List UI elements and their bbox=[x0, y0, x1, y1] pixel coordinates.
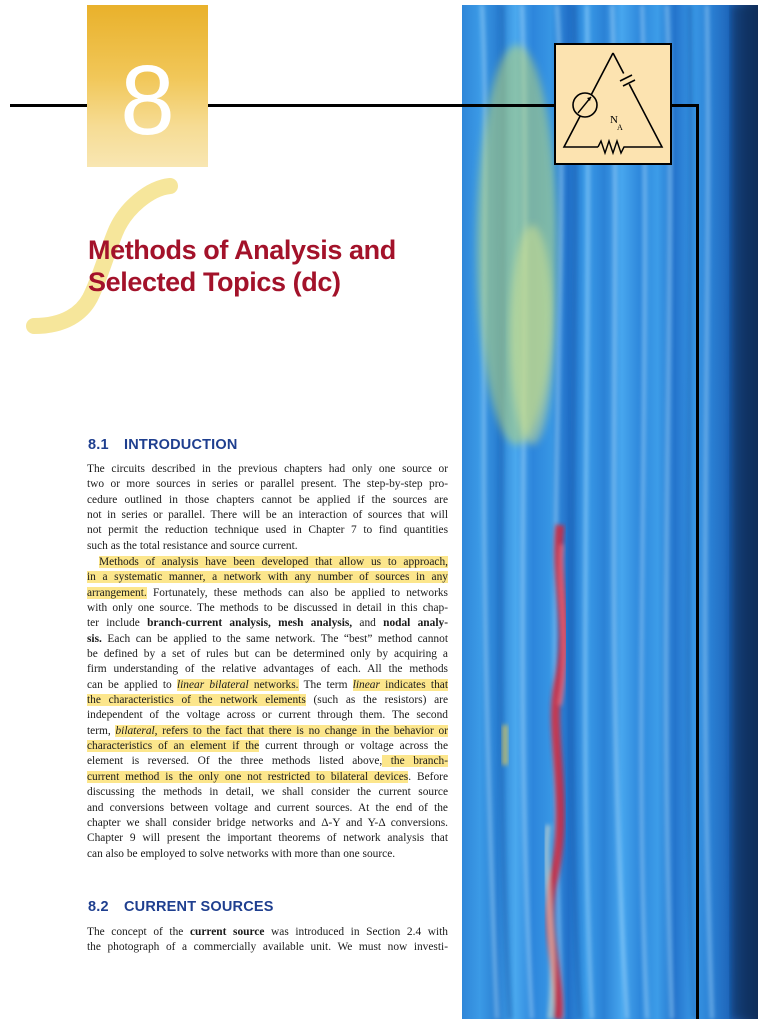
highlighted-text: arrangement. bbox=[87, 586, 147, 599]
current-sources-paragraph bbox=[87, 925, 448, 956]
intro-paragraph-2 bbox=[87, 555, 448, 862]
chapter-rule-right bbox=[208, 104, 554, 107]
highlighted-text: the branch- bbox=[382, 755, 448, 768]
intro-paragraph-1 bbox=[87, 462, 448, 554]
highlighted-text: characteristics of an element if the bbox=[87, 740, 260, 753]
network-label-subscript: A bbox=[617, 123, 623, 132]
text-line: the photograph of a commercially available unit. We must now investi- bbox=[87, 941, 448, 954]
text-line: be defined by a set of rules but can be determined only by acquiring a bbox=[87, 648, 448, 661]
bold-term: branch-current analysis, mesh analysis, bbox=[147, 617, 353, 630]
highlighted-text: networks. bbox=[248, 678, 299, 691]
text-line: cedure outlined in those chapters cannot be applied if the sources are bbox=[87, 493, 448, 506]
text-segment: The concept of the bbox=[87, 926, 190, 938]
chapter-number: 8 bbox=[120, 45, 175, 155]
bold-term: current source bbox=[189, 926, 265, 938]
text-segment: was introduced in Section 2.4 with bbox=[264, 926, 448, 938]
highlighted-text: the characteristics of the network elements bbox=[87, 694, 306, 707]
text-segment: and bbox=[352, 617, 384, 630]
section-title: INTRODUCTION bbox=[124, 437, 238, 453]
chapter-rule-box-right bbox=[672, 104, 699, 107]
bold-term: nodal analy- bbox=[383, 617, 448, 630]
chapter-rule-vertical bbox=[696, 104, 699, 1019]
text-segment: . Before bbox=[408, 770, 449, 783]
text-segment: element is reversed. Of the three methods listed above, bbox=[87, 755, 383, 768]
section-title: CURRENT SOURCES bbox=[124, 899, 274, 915]
highlighted-text: refers to the fact that there is no change in the behavior or bbox=[157, 724, 448, 737]
text-line: not permit the reduction technique used in Chapter 7 to find quantities bbox=[87, 524, 448, 537]
chapter-title bbox=[88, 234, 448, 298]
text-segment: (such as the resistors) are bbox=[305, 694, 448, 707]
section-heading-introduction bbox=[88, 437, 238, 453]
chapter-number-block bbox=[87, 5, 208, 167]
chapter-title-line-2: Selected Topics (dc) bbox=[88, 267, 341, 297]
text-line: with only one source. The methods to be discussed in detail in this chap- bbox=[87, 602, 448, 615]
text-line: independent of the voltage across or current through them. The second bbox=[87, 709, 448, 722]
italic-term: linear bbox=[352, 678, 380, 691]
text-segment: The term bbox=[298, 678, 353, 691]
italic-term: bilateral, bbox=[115, 724, 158, 737]
text-line: chapter we shall consider bridge networks and Δ-Y and Y-Δ conversions. bbox=[87, 816, 448, 829]
text-segment: ter include bbox=[87, 617, 148, 630]
text-segment: current through or voltage across the bbox=[259, 740, 449, 753]
italic-term: linear bilateral bbox=[176, 678, 249, 691]
text-line: can also be employed to solve networks with more than one source. bbox=[87, 847, 396, 860]
text-line: firm understanding of the relative advantages of each. All the methods bbox=[87, 663, 448, 676]
text-line: two or more sources in series or parallel present. The step-by-step pro- bbox=[87, 478, 448, 491]
highlighted-text: indicates that bbox=[379, 678, 448, 691]
network-label: N bbox=[610, 114, 618, 126]
chapter-title-line-1: Methods of Analysis and bbox=[88, 235, 396, 265]
section-heading-current-sources bbox=[88, 899, 274, 915]
network-circuit-icon bbox=[554, 43, 672, 165]
text-segment: Each can be applied to the same network. The “best” method cannot bbox=[101, 632, 448, 645]
section-number: 8.2 bbox=[88, 899, 109, 915]
highlighted-text: Methods of analysis have been developed that allow us to approach, bbox=[99, 556, 448, 568]
text-line: such as the total resistance and source current. bbox=[87, 539, 298, 552]
section-number: 8.1 bbox=[88, 437, 109, 453]
chapter-rule-left bbox=[10, 104, 87, 107]
text-segment: can be applied to bbox=[87, 678, 177, 691]
bold-term: sis. bbox=[87, 632, 102, 645]
text-segment: Fortunately, these methods can also be applied to networks bbox=[146, 586, 448, 599]
text-line: Chapter 9 will present the important theorems of network analysis that bbox=[87, 832, 448, 845]
text-line: The circuits described in the previous chapters had only one source or bbox=[87, 463, 448, 475]
text-line: discussing the methods in detail, we shall consider the current source bbox=[87, 786, 448, 799]
text-line: not in series or parallel. There will be an interaction of sources that will bbox=[87, 509, 448, 522]
highlighted-text: current method is the only one not restricted to bilateral devices bbox=[87, 770, 409, 783]
highlighted-text: in a systematic manner, a network with any number of sources in any bbox=[87, 571, 448, 584]
text-line: and conversions between voltage and current sources. At the end of the bbox=[87, 801, 448, 814]
text-segment: term, bbox=[87, 724, 116, 737]
